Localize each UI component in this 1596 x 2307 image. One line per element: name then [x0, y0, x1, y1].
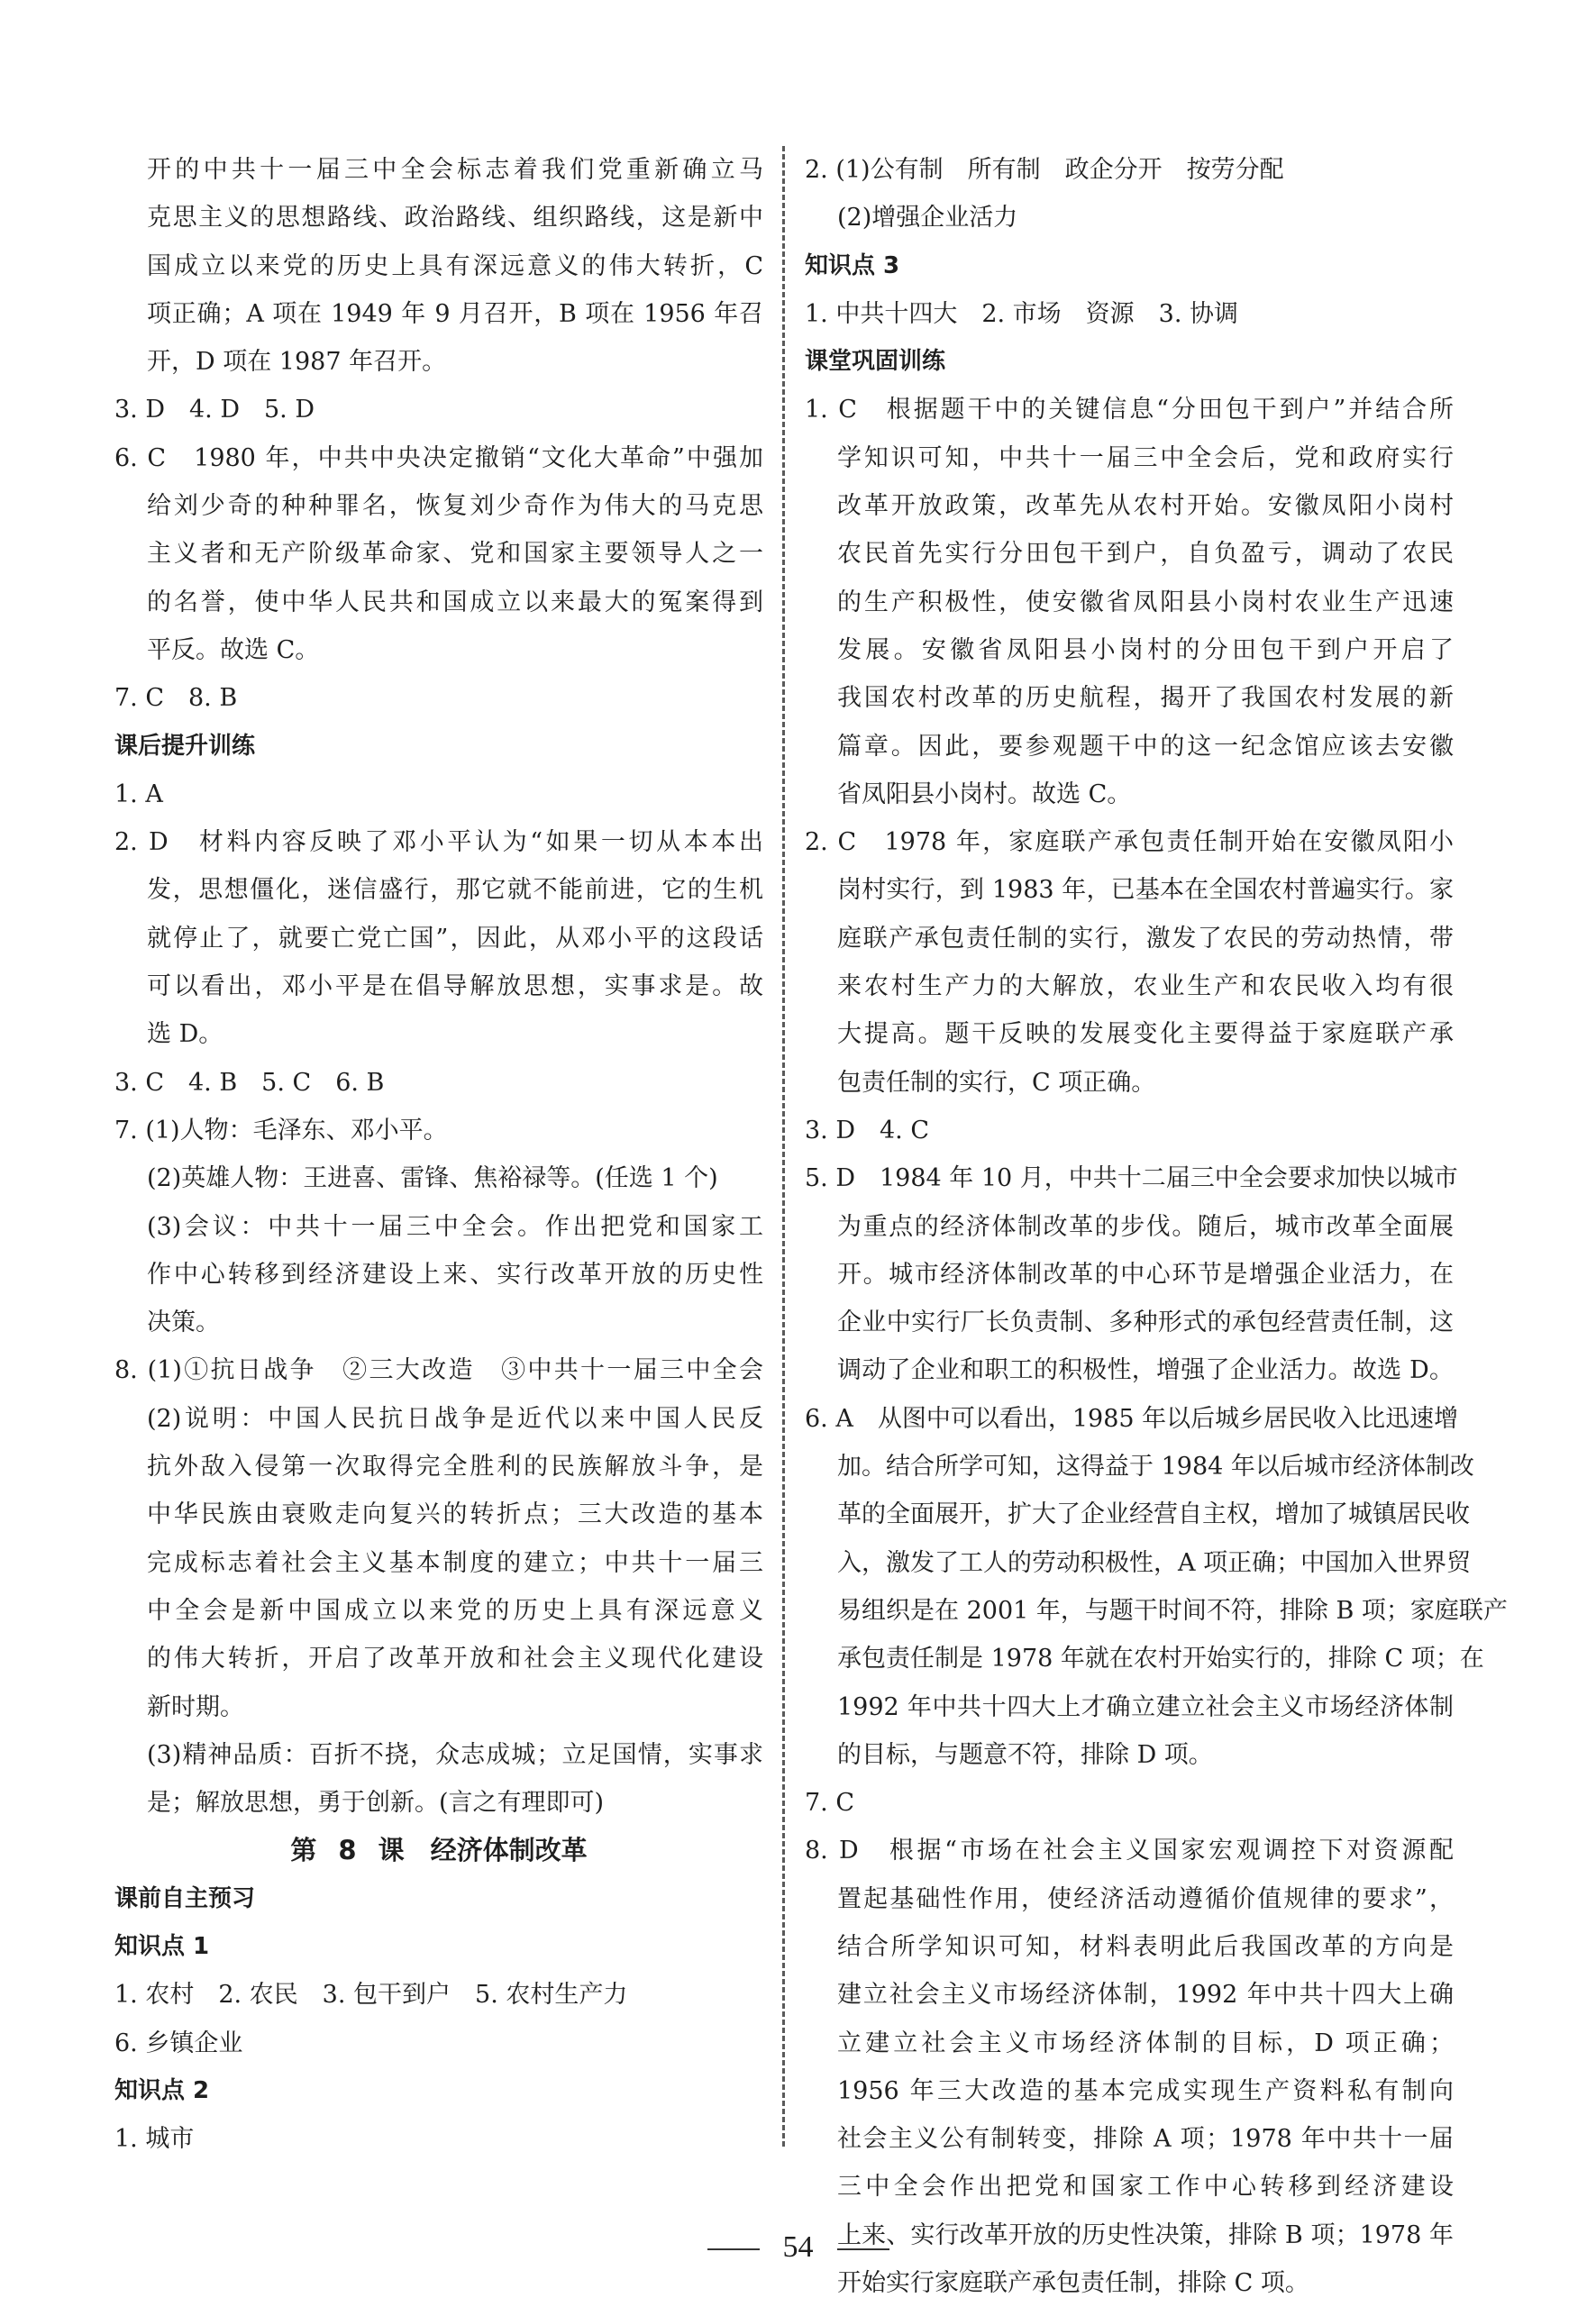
- text-line: 决策。: [147, 1309, 220, 1337]
- section-heading: 知识点 2: [114, 2076, 210, 2104]
- text-line: 2. (1)公有制 所有制 政企分开 按劳分配: [805, 156, 1284, 184]
- text-line: 克思主义的思想路线、政治路线、组织路线，这是新中: [147, 204, 763, 233]
- text-line: (2)英雄人物：王进喜、雷锋、焦裕禄等。(任选 1 个): [147, 1164, 718, 1193]
- text-line: 调动了企业和职工的积极性，增强了企业活力。故选 D。: [837, 1356, 1454, 1385]
- text-line: 是；解放思想，勇于创新。(言之有理即可): [147, 1789, 605, 1818]
- text-line: 1956 年三大改造的基本完成实现生产资料私有制向: [837, 2076, 1454, 2105]
- text-line: (3)精神品质：百折不挠，众志成城；立足国情，实事求: [147, 1740, 763, 1769]
- text-line: 2. C 1978 年，家庭联产承包责任制开始在安徽凤阳小: [805, 828, 1454, 857]
- text-line: 包责任制的实行，C 项正确。: [837, 1068, 1156, 1097]
- text-line: 社会主义公有制转变，排除 A 项；1978 年中共十一届: [837, 2125, 1454, 2154]
- text-line: 1. C 根据题干中的关键信息“分田包干到户”并结合所: [805, 396, 1454, 424]
- text-line: 3. C 4. B 5. C 6. B: [114, 1068, 385, 1097]
- text-line: 庭联产承包责任制的实行，激发了农民的劳动热情，带: [837, 924, 1454, 953]
- text-line: 国成立以来党的历史上具有深远意义的伟大转折，C: [147, 251, 763, 280]
- text-line: 开。城市经济体制改革的中心环节是增强企业活力，在: [837, 1260, 1454, 1289]
- right-column: [805, 146, 1508, 2307]
- left-column: [114, 146, 763, 2163]
- text-line: 6. C 1980 年，中共中央决定撤销“文化大革命”中强加: [114, 443, 763, 472]
- text-line: 为重点的经济体制改革的步伐。随后，城市改革全面展: [837, 1212, 1454, 1241]
- text-line: 项正确；A 项在 1949 年 9 月召开，B 项在 1956 年召: [147, 299, 763, 328]
- text-line: 新时期。: [147, 1692, 244, 1721]
- text-line: 主义者和无产阶级革命家、党和国家主要领导人之一: [147, 540, 763, 569]
- text-line: 省凤阳县小岗村。故选 C。: [837, 780, 1132, 808]
- page-number: 54: [782, 2230, 814, 2264]
- lesson-title: 第 8 课 经济体制改革: [290, 1835, 588, 1866]
- text-line: 发，思想僵化，迷信盛行，那它就不能前进，它的生机: [147, 876, 763, 905]
- page-footer: [0, 2230, 1596, 2265]
- section-heading: 课后提升训练: [114, 732, 256, 760]
- text-line: 易组织是在 2001 年，与题干时间不符，排除 B 项；家庭联产: [837, 1596, 1508, 1625]
- text-line: 1. 农村 2. 农民 3. 包干到户 5. 农村生产力: [114, 1981, 628, 2010]
- text-line: 的伟大转折，开启了改革开放和社会主义现代化建设: [147, 1645, 763, 1673]
- text-line: 革的全面展开，扩大了企业经营自主权，增加了城镇居民收: [837, 1500, 1470, 1529]
- text-line: 入，激发了工人的劳动积极性，A 项正确；中国加入世界贸: [837, 1548, 1472, 1577]
- text-line: 8. D 根据“市场在社会主义国家宏观调控下对资源配: [805, 1837, 1454, 1865]
- section-heading: 课前自主预习: [114, 1884, 256, 1912]
- text-line: 结合所学知识可知，材料表明此后我国改革的方向是: [837, 1932, 1454, 1961]
- text-line: 改革开放政策，改革先从农村开始。安徽凤阳小岗村: [837, 492, 1454, 521]
- text-line: 加。结合所学可知，这得益于 1984 年以后城市经济体制改: [837, 1453, 1474, 1482]
- text-line: (3)会议：中共十一届三中全会。作出把党和国家工: [147, 1212, 763, 1241]
- text-line: 的目标，与题意不符，排除 D 项。: [837, 1740, 1213, 1769]
- column-divider: [782, 146, 785, 2147]
- text-line: 篇章。因此，要参观题干中的这一纪念馆应该去安徽: [837, 732, 1454, 761]
- text-line: 农民首先实行分田包干到户，自负盈亏，调动了农民: [837, 540, 1454, 569]
- text-line: 5. D 1984 年 10 月，中共十二届三中全会要求加快以城市: [805, 1164, 1458, 1193]
- text-line: 1. 中共十四大 2. 市场 资源 3. 协调: [805, 299, 1239, 328]
- text-line: 8. (1)①抗日战争 ②三大改造 ③中共十一届三中全会: [114, 1356, 763, 1385]
- text-line: 上来、实行改革开放的历史性决策，排除 B 项；1978 年: [837, 2220, 1454, 2249]
- text-line: 开始实行家庭联产承包责任制，排除 C 项。: [837, 2269, 1309, 2298]
- text-line: 学知识可知，中共十一届三中全会后，党和政府实行: [837, 443, 1454, 472]
- section-heading: 课堂巩固训练: [805, 348, 946, 376]
- text-line: 可以看出，邓小平是在倡导解放思想，实事求是。故: [147, 972, 763, 1001]
- text-line: 1. A: [114, 780, 163, 808]
- section-heading: 知识点 3: [805, 251, 900, 279]
- footer-dash-left: [707, 2248, 760, 2250]
- text-line: 三中全会作出把党和国家工作中心转移到经济建设: [837, 2173, 1454, 2202]
- section-heading: 知识点 1: [114, 1932, 210, 1960]
- text-line: 企业中实行厂长负责制、多种形式的承包经营责任制，这: [837, 1309, 1454, 1337]
- text-line: 立建立社会主义市场经济体制的目标，D 项正确；: [837, 2029, 1454, 2057]
- text-line: 的生产积极性，使安徽省凤阳县小岗村农业生产迅速: [837, 588, 1454, 616]
- text-line: 3. D 4. C: [805, 1116, 929, 1144]
- text-line: 发展。安徽省凤阳县小岗村的分田包干到户开启了: [837, 635, 1454, 664]
- text-line: 建立社会主义市场经济体制，1992 年中共十四大上确: [837, 1981, 1454, 2010]
- text-line: 2. D 材料内容反映了邓小平认为“如果一切从本本出: [114, 828, 763, 857]
- text-line: 大提高。题干反映的发展变化主要得益于家庭联产承: [837, 1020, 1454, 1049]
- text-line: (2)增强企业活力: [837, 204, 1018, 233]
- text-line: 完成标志着社会主义基本制度的建立；中共十一届三: [147, 1548, 763, 1577]
- text-line: 1992 年中共十四大上才确立建立社会主义市场经济体制: [837, 1692, 1454, 1721]
- text-line: 的名誉，使中华人民共和国成立以来最大的冤案得到: [147, 588, 763, 616]
- text-line: 就停止了，就要亡党亡国”，因此，从邓小平的这段话: [147, 924, 763, 953]
- text-line: 1. 城市: [114, 2125, 195, 2154]
- footer-dash-right: [837, 2248, 889, 2250]
- text-line: 开的中共十一届三中全会标志着我们党重新确立马: [147, 156, 763, 184]
- text-line: 我国农村改革的历史航程，揭开了我国农村发展的新: [837, 684, 1454, 713]
- text-line: 开，D 项在 1987 年召开。: [147, 348, 447, 377]
- text-line: 中全会是新中国成立以来党的历史上具有深远意义: [147, 1596, 763, 1625]
- text-line: 岗村实行，到 1983 年，已基本在全国农村普遍实行。家: [837, 876, 1454, 905]
- text-line: 6. 乡镇企业: [114, 2029, 243, 2057]
- text-line: 给刘少奇的种种罪名，恢复刘少奇作为伟大的马克思: [147, 492, 763, 521]
- text-line: 抗外敌入侵第一次取得完全胜利的民族解放斗争，是: [147, 1453, 763, 1482]
- text-line: 3. D 4. D 5. D: [114, 396, 315, 424]
- text-line: 置起基础性作用，使经济活动遵循价值规律的要求”，: [837, 1884, 1454, 1913]
- text-line: 7. C 8. B: [114, 684, 238, 713]
- text-line: 来农村生产力的大解放，农业生产和农民收入均有很: [837, 972, 1454, 1001]
- text-line: 作中心转移到经济建设上来、实行改革开放的历史性: [147, 1260, 763, 1289]
- text-line: 平反。故选 C。: [147, 635, 320, 664]
- text-line: 中华民族由衰败走向复兴的转折点；三大改造的基本: [147, 1500, 763, 1529]
- text-line: 6. A 从图中可以看出，1985 年以后城乡居民收入比迅速增: [805, 1404, 1459, 1433]
- text-line: 7. C: [805, 1789, 855, 1818]
- text-line: (2)说明：中国人民抗日战争是近代以来中国人民反: [147, 1404, 763, 1433]
- text-line: 承包责任制是 1978 年就在农村开始实行的，排除 C 项；在: [837, 1645, 1484, 1673]
- text-line: 选 D。: [147, 1020, 223, 1049]
- text-line: 7. (1)人物：毛泽东、邓小平。: [114, 1116, 448, 1144]
